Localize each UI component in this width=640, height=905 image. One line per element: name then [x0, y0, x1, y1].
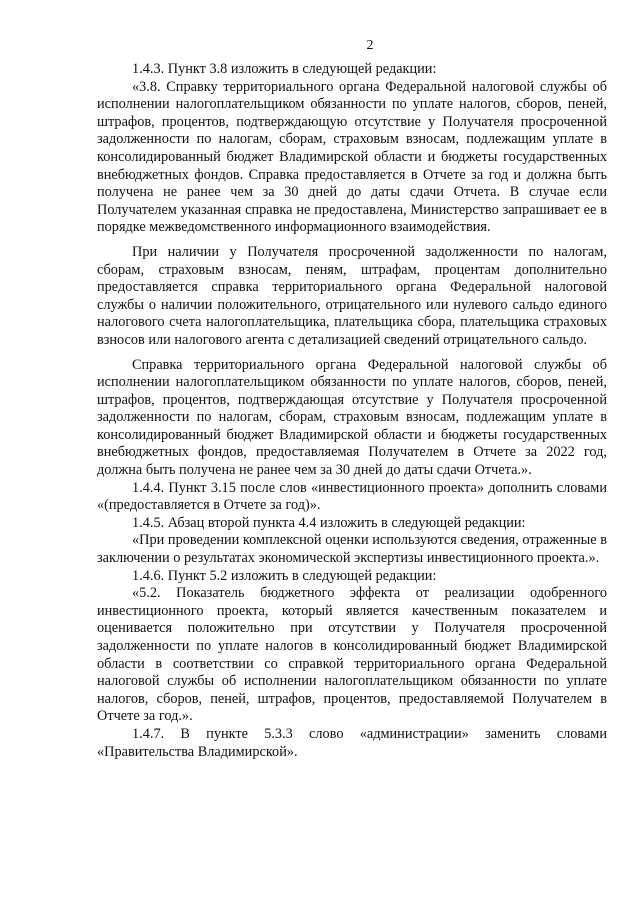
document-body — [97, 61, 607, 761]
paragraph-1-4-5: 1.4.5. Абзац второй пункта 4.4 изложить в следующей редакции: — [132, 514, 526, 531]
paragraph-1-4-6: 1.4.6. Пункт 5.2 изложить в следующей редакции: — [132, 567, 437, 584]
paragraph-1-4-3: 1.4.3. Пункт 3.8 изложить в следующей редакции: — [132, 61, 437, 77]
paragraph-3-8-quote: «3.8. Справку территориального органа Федеральной налоговой службы об исполнении налогоплательщиком обязанности по уплате налогов, сборов, пеней, штрафов, процентов, подтверждающую отсутствие у Получателя просроченной задолженности по налогам, сборам, страховым взносам, подлежащим уплате в консолидированный бюджет Владимирской области и бюджеты государственных внебюджетных фондов. Справка предоставляется в Отчете за год и должна быть получена не ранее чем за 30 дней до даты сдачи Отчета. В случае если Получателем указанная справка не предоставлена, Министерство запрашивает ее в порядке межведомственного информационного взаимодействия. — [97, 78, 607, 236]
paragraph-4-4-quote: «При проведении комплексной оценки используются сведения, отраженные в заключении о результатах экономической экспертизы инвестиционного проекта.». — [97, 532, 607, 567]
paragraph-1-4-4: 1.4.4. Пункт 3.15 после слов «инвестиционного проекта» дополнить словами «(предоставляется в Отчете за год)». — [97, 479, 607, 514]
paragraph-overdue-debt: При наличии у Получателя просроченной задолженности по налогам, сборам, страховым взносам, пеням, штрафам, процентам дополнительно предоставляется справка территориального органа Федеральной налоговой службы о наличии положительного, отрицательного или нулевого сальдо единого налогового счета налогоплательщика, плательщика сбора, плательщика страховых взносов или налогового агента с детализацией сведений отрицательного сальдо. — [97, 243, 607, 348]
page-number: 2 — [366, 38, 374, 53]
paragraph-tax-certificate-2022: Справка территориального органа Федеральной налоговой службы об исполнении налогоплательщиком обязанности по уплате налогов, сборов, пеней, штрафов, процентов, подтверждающая отсутствие у Получателя просроченной задолженности по налогам, сборам, страховым взносам, подлежащим уплате в консолидированный бюджет Владимирской области и бюджеты государственных внебюджетных фондов, предоставляемая Получателем в Отчете за 2022 год, должна быть получена не ранее чем за 30 дней до даты сдачи Отчета.». — [97, 356, 607, 479]
paragraph-5-2-quote: «5.2. Показатель бюджетного эффекта от реализации одобренного инвестиционного проекта, который является качественным показателем и оценивается положительно при отсутствии у Получателя просроченной задолженности по уплате налогов в консолидированный бюджет Владимирской области в соответствии со справкой территориального органа Федеральной налоговой службы об исполнении налогоплательщиком обязанности по уплате налогов, сборов, пеней, штрафов, процентов, предоставляемой Получателем в Отчете за год.». — [97, 585, 607, 725]
paragraph-1-4-7: 1.4.7. В пункте 5.3.3 слово «администрации» заменить словами «Правительства Владимирской». — [97, 725, 607, 760]
